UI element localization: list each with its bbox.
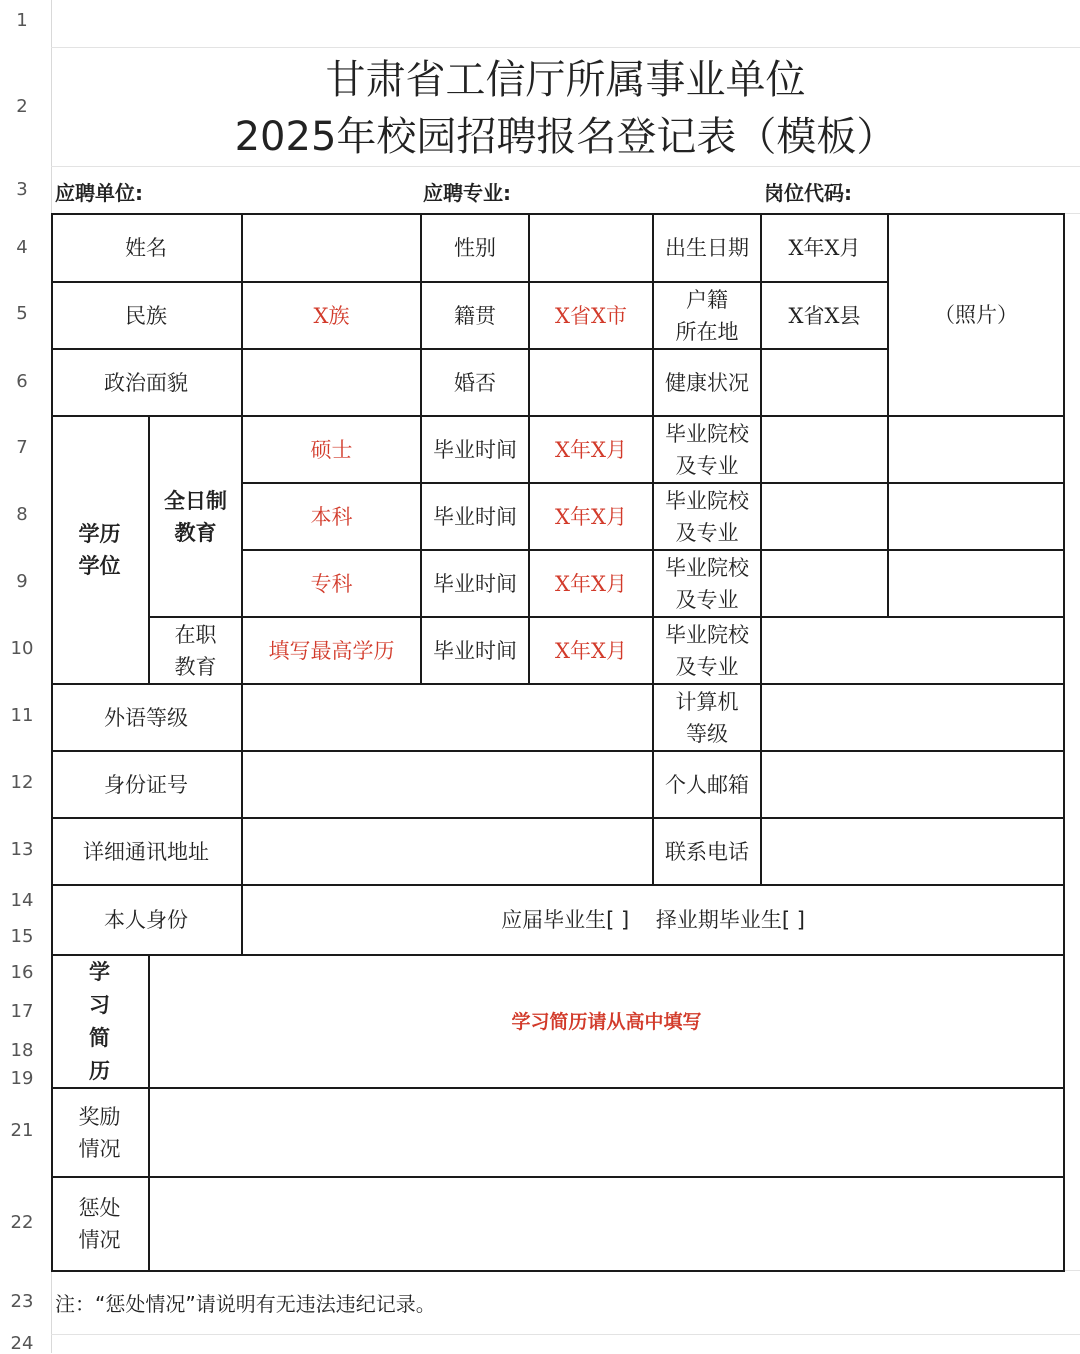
language-level-input[interactable] [243,685,652,750]
grad-time-label: 毕业时间 [433,504,517,529]
row-number[interactable]: 10 [10,638,34,659]
grad-time-value[interactable]: X年X月 [555,504,627,529]
school-major-input[interactable] [762,484,887,549]
row-number[interactable]: 24 [10,1333,34,1354]
marital-input[interactable] [530,350,652,415]
school-major-label: 毕业院校 及专业 [665,421,749,478]
footnote: 注：“惩处情况”请说明有无违法违纪记录。 [55,1292,436,1316]
position-code-label: 岗位代码: [764,180,852,205]
gender-input[interactable] [530,215,652,281]
name-input[interactable] [243,215,420,281]
political-input[interactable] [243,350,420,415]
photo-placeholder[interactable]: （照片） [934,303,1018,327]
punishment-label: 惩处 情况 [78,1196,121,1252]
computer-level-input[interactable] [762,685,1063,750]
native-place-value[interactable]: X省X市 [555,303,627,328]
row-number[interactable]: 18 [10,1040,34,1061]
language-level-label: 外语等级 [104,705,188,730]
row-number[interactable]: 4 [16,237,28,258]
email-label: 个人邮箱 [665,772,749,797]
row-number[interactable]: 7 [16,437,28,458]
school-major-extra[interactable] [889,551,1063,616]
school-major-input[interactable] [762,551,887,616]
row-number[interactable]: 11 [10,705,34,726]
id-number-label: 身份证号 [104,772,188,797]
marital-label: 婚否 [454,370,496,395]
fulltime-education-label: 全日制 教育 [164,488,227,545]
grid-line [51,166,1080,167]
degree-value[interactable]: 填写最高学历 [268,638,395,663]
school-major-extra[interactable] [889,484,1063,549]
school-major-input[interactable] [762,417,887,482]
address-input[interactable] [243,819,652,884]
school-major-label: 毕业院校 及专业 [665,488,749,545]
phone-input[interactable] [762,819,1063,884]
table-border [1063,213,1065,1272]
grad-time-value[interactable]: X年X月 [555,638,627,663]
apply-unit-label: 应聘单位: [55,180,143,205]
row-header-column [0,0,52,1353]
row-number[interactable]: 22 [10,1212,34,1233]
punishment-input[interactable] [150,1178,1063,1270]
grad-time-label: 毕业时间 [433,638,517,663]
table-border [51,1270,1065,1272]
grid-line [51,1334,1080,1335]
grad-time-label: 毕业时间 [433,571,517,596]
study-history-label: 学 习 简 历 [89,959,110,1083]
row-number[interactable]: 14 [10,890,34,911]
awards-label: 奖励 情况 [78,1104,121,1161]
row-number[interactable]: 8 [16,504,28,525]
school-major-extra[interactable] [889,417,1063,482]
grad-time-value[interactable]: X年X月 [555,571,627,596]
degree-value[interactable]: 本科 [310,504,353,529]
grid-line [51,47,1080,48]
gender-label: 性别 [454,236,496,260]
row-number[interactable]: 3 [16,179,28,200]
name-label: 姓名 [125,236,167,260]
form-title-line2: 2025年校园招聘报名登记表（模板） [234,114,897,160]
parttime-education-label: 在职 教育 [174,622,217,679]
ethnicity-value[interactable]: X族 [313,303,350,328]
computer-level-label: 计算机 等级 [675,689,739,746]
row-number[interactable]: 23 [10,1291,34,1312]
row-number[interactable]: 16 [10,962,34,983]
row-number[interactable]: 13 [10,839,34,860]
email-input[interactable] [762,752,1063,817]
awards-input[interactable] [150,1089,1063,1176]
identity-options[interactable]: 应届毕业生[ ] 择业期毕业生[ ] [501,908,805,932]
apply-major-label: 应聘专业: [423,180,511,205]
phone-label: 联系电话 [665,839,749,864]
row-number[interactable]: 19 [10,1068,34,1089]
hukou-label: 户籍 所在地 [675,287,739,344]
degree-value[interactable]: 硕士 [310,437,353,462]
ethnicity-label: 民族 [125,303,167,328]
school-major-label: 毕业院校 及专业 [665,622,749,679]
degree-value[interactable]: 专科 [310,571,353,596]
native-place-label: 籍贯 [454,303,496,328]
row-number[interactable]: 6 [16,371,28,392]
grad-time-value[interactable]: X年X月 [555,437,627,462]
hukou-value[interactable]: X省X县 [788,303,861,328]
row-number[interactable]: 9 [16,571,28,592]
health-label: 健康状况 [665,370,749,395]
row-number[interactable]: 21 [10,1120,34,1141]
address-label: 详细通讯地址 [83,839,209,864]
row-number[interactable]: 12 [10,772,34,793]
row-number[interactable]: 1 [16,10,28,31]
health-input[interactable] [762,350,887,415]
row-number[interactable]: 2 [16,96,28,117]
school-major-label: 毕业院校 及专业 [665,555,749,612]
birth-label: 出生日期 [665,236,749,260]
school-major-input[interactable] [762,618,1063,683]
grad-time-label: 毕业时间 [433,437,517,462]
form-title-line1: 甘肃省工信厅所属事业单位 [325,57,806,103]
political-label: 政治面貌 [104,370,188,395]
study-history-hint[interactable]: 学习简历请从高中填写 [511,1010,702,1033]
row-number[interactable]: 17 [10,1001,34,1022]
birth-value[interactable]: X年X月 [788,236,861,260]
identity-label: 本人身份 [104,908,188,932]
row-number[interactable]: 15 [10,926,34,947]
education-section-label: 学历 学位 [78,522,121,578]
id-number-input[interactable] [243,752,652,817]
row-number[interactable]: 5 [16,303,28,324]
